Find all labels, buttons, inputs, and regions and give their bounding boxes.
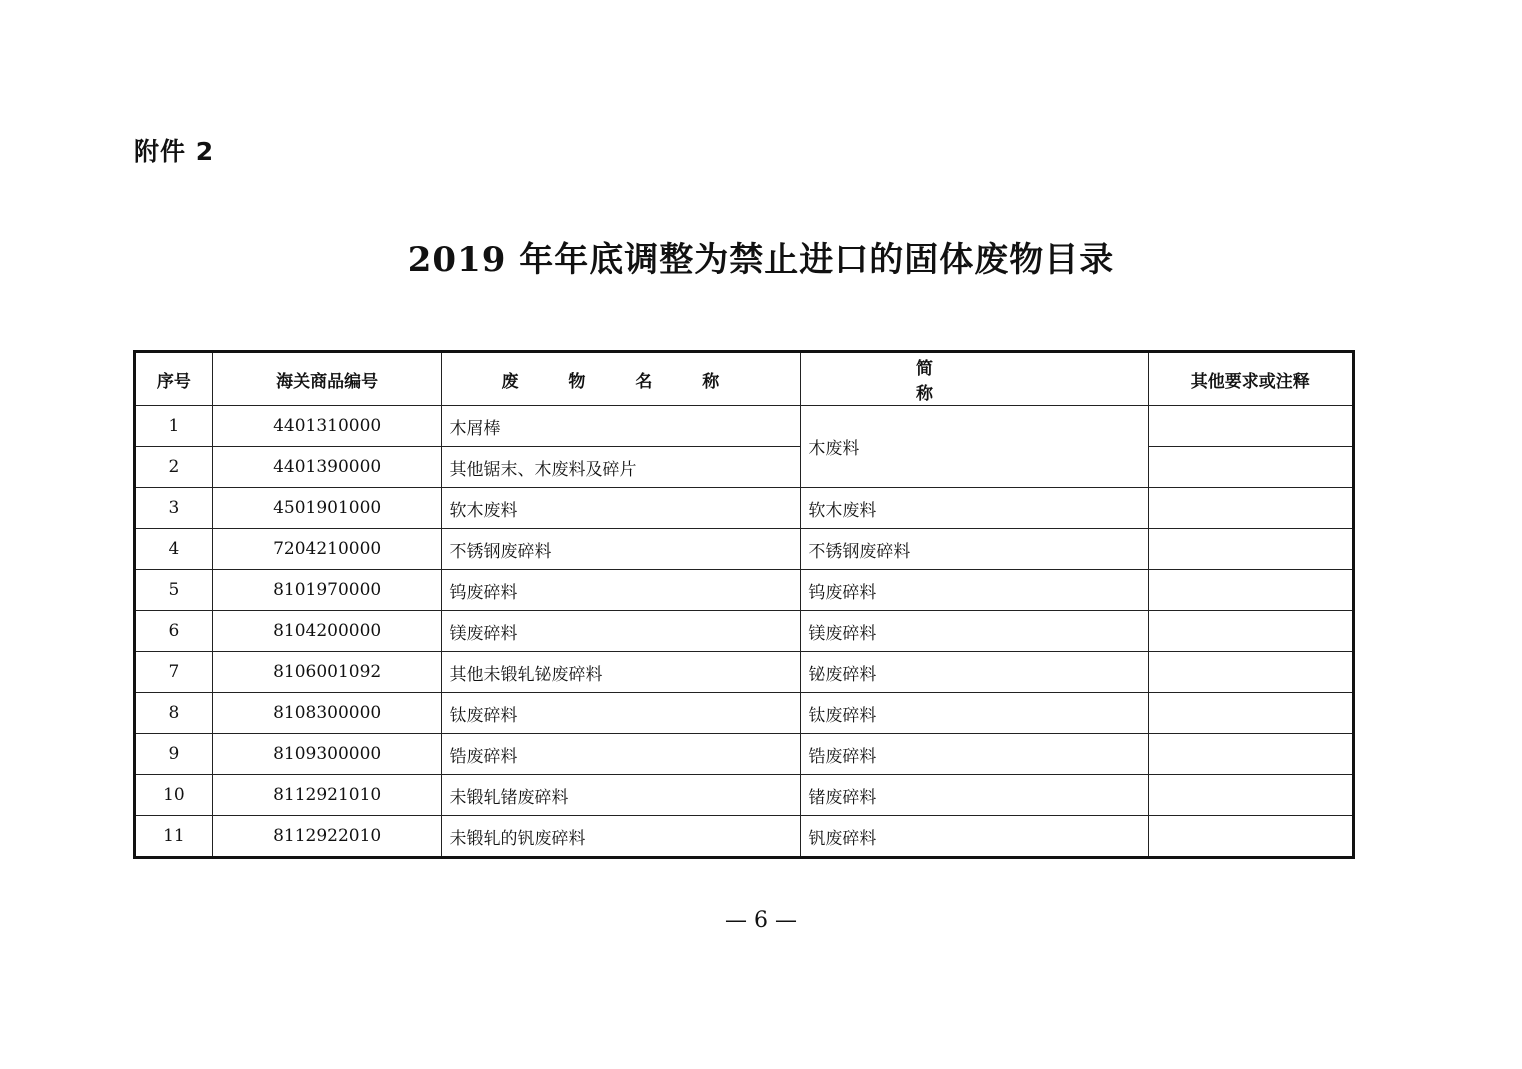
cell-name: 钨废碎料 xyxy=(442,570,801,611)
header-note: 其他要求或注释 xyxy=(1148,352,1353,406)
table-row xyxy=(135,570,1354,611)
cell-name: 未锻轧的钒废碎料 xyxy=(442,816,801,858)
cell-name: 锆废碎料 xyxy=(442,734,801,775)
cell-code: 8112922010 xyxy=(212,816,442,858)
page-number: — 6 — xyxy=(725,908,797,933)
table-header-row xyxy=(135,352,1354,406)
cell-code: 8101970000 xyxy=(212,570,442,611)
cell-note xyxy=(1148,529,1353,570)
cell-code: 8108300000 xyxy=(212,693,442,734)
cell-note xyxy=(1148,775,1353,816)
cell-note xyxy=(1148,652,1353,693)
cell-code: 4401310000 xyxy=(212,406,442,447)
cell-code: 4501901000 xyxy=(212,488,442,529)
cell-name: 其他锯末、木废料及碎片 xyxy=(442,447,801,488)
cell-name: 其他未锻轧铋废碎料 xyxy=(442,652,801,693)
header-no: 序号 xyxy=(135,352,213,406)
table-row xyxy=(135,816,1354,858)
cell-code: 8106001092 xyxy=(212,652,442,693)
cell-no: 1 xyxy=(135,406,213,447)
header-name: 废 物 名 称 xyxy=(442,352,801,406)
cell-note xyxy=(1148,570,1353,611)
table-row xyxy=(135,775,1354,816)
cell-note xyxy=(1148,816,1353,858)
table-row xyxy=(135,406,1354,447)
cell-no: 5 xyxy=(135,570,213,611)
cell-note xyxy=(1148,488,1353,529)
table-row xyxy=(135,693,1354,734)
cell-no: 10 xyxy=(135,775,213,816)
cell-short: 铋废碎料 xyxy=(801,652,1148,693)
cell-name: 软木废料 xyxy=(442,488,801,529)
table-row xyxy=(135,529,1354,570)
cell-code: 8104200000 xyxy=(212,611,442,652)
cell-name: 木屑棒 xyxy=(442,406,801,447)
table-row xyxy=(135,652,1354,693)
cell-short: 钒废碎料 xyxy=(801,816,1148,858)
cell-no: 3 xyxy=(135,488,213,529)
cell-name: 未锻轧锗废碎料 xyxy=(442,775,801,816)
cell-no: 8 xyxy=(135,693,213,734)
header-short: 简 称 xyxy=(801,352,1148,406)
cell-no: 4 xyxy=(135,529,213,570)
cell-no: 9 xyxy=(135,734,213,775)
cell-short: 木废料 xyxy=(801,406,1148,488)
cell-short: 不锈钢废碎料 xyxy=(801,529,1148,570)
document-title: 2019 年年底调整为禁止进口的固体废物目录 xyxy=(407,240,1115,280)
header-code: 海关商品编号 xyxy=(212,352,442,406)
cell-note xyxy=(1148,734,1353,775)
cell-short: 锆废碎料 xyxy=(801,734,1148,775)
table-row xyxy=(135,734,1354,775)
cell-short: 软木废料 xyxy=(801,488,1148,529)
cell-note xyxy=(1148,447,1353,488)
cell-code: 4401390000 xyxy=(212,447,442,488)
table-row xyxy=(135,447,1354,488)
cell-note xyxy=(1148,611,1353,652)
cell-name: 镁废碎料 xyxy=(442,611,801,652)
cell-code: 8112921010 xyxy=(212,775,442,816)
cell-short: 锗废碎料 xyxy=(801,775,1148,816)
cell-short: 钛废碎料 xyxy=(801,693,1148,734)
waste-list-table xyxy=(133,350,1355,859)
cell-short: 镁废碎料 xyxy=(801,611,1148,652)
cell-short: 钨废碎料 xyxy=(801,570,1148,611)
cell-note xyxy=(1148,693,1353,734)
cell-no: 2 xyxy=(135,447,213,488)
cell-note xyxy=(1148,406,1353,447)
cell-no: 11 xyxy=(135,816,213,858)
table-row xyxy=(135,611,1354,652)
cell-no: 6 xyxy=(135,611,213,652)
cell-no: 7 xyxy=(135,652,213,693)
cell-name: 钛废碎料 xyxy=(442,693,801,734)
table-row xyxy=(135,488,1354,529)
attachment-label: 附件 2 xyxy=(134,137,215,166)
cell-code: 7204210000 xyxy=(212,529,442,570)
cell-name: 不锈钢废碎料 xyxy=(442,529,801,570)
cell-code: 8109300000 xyxy=(212,734,442,775)
